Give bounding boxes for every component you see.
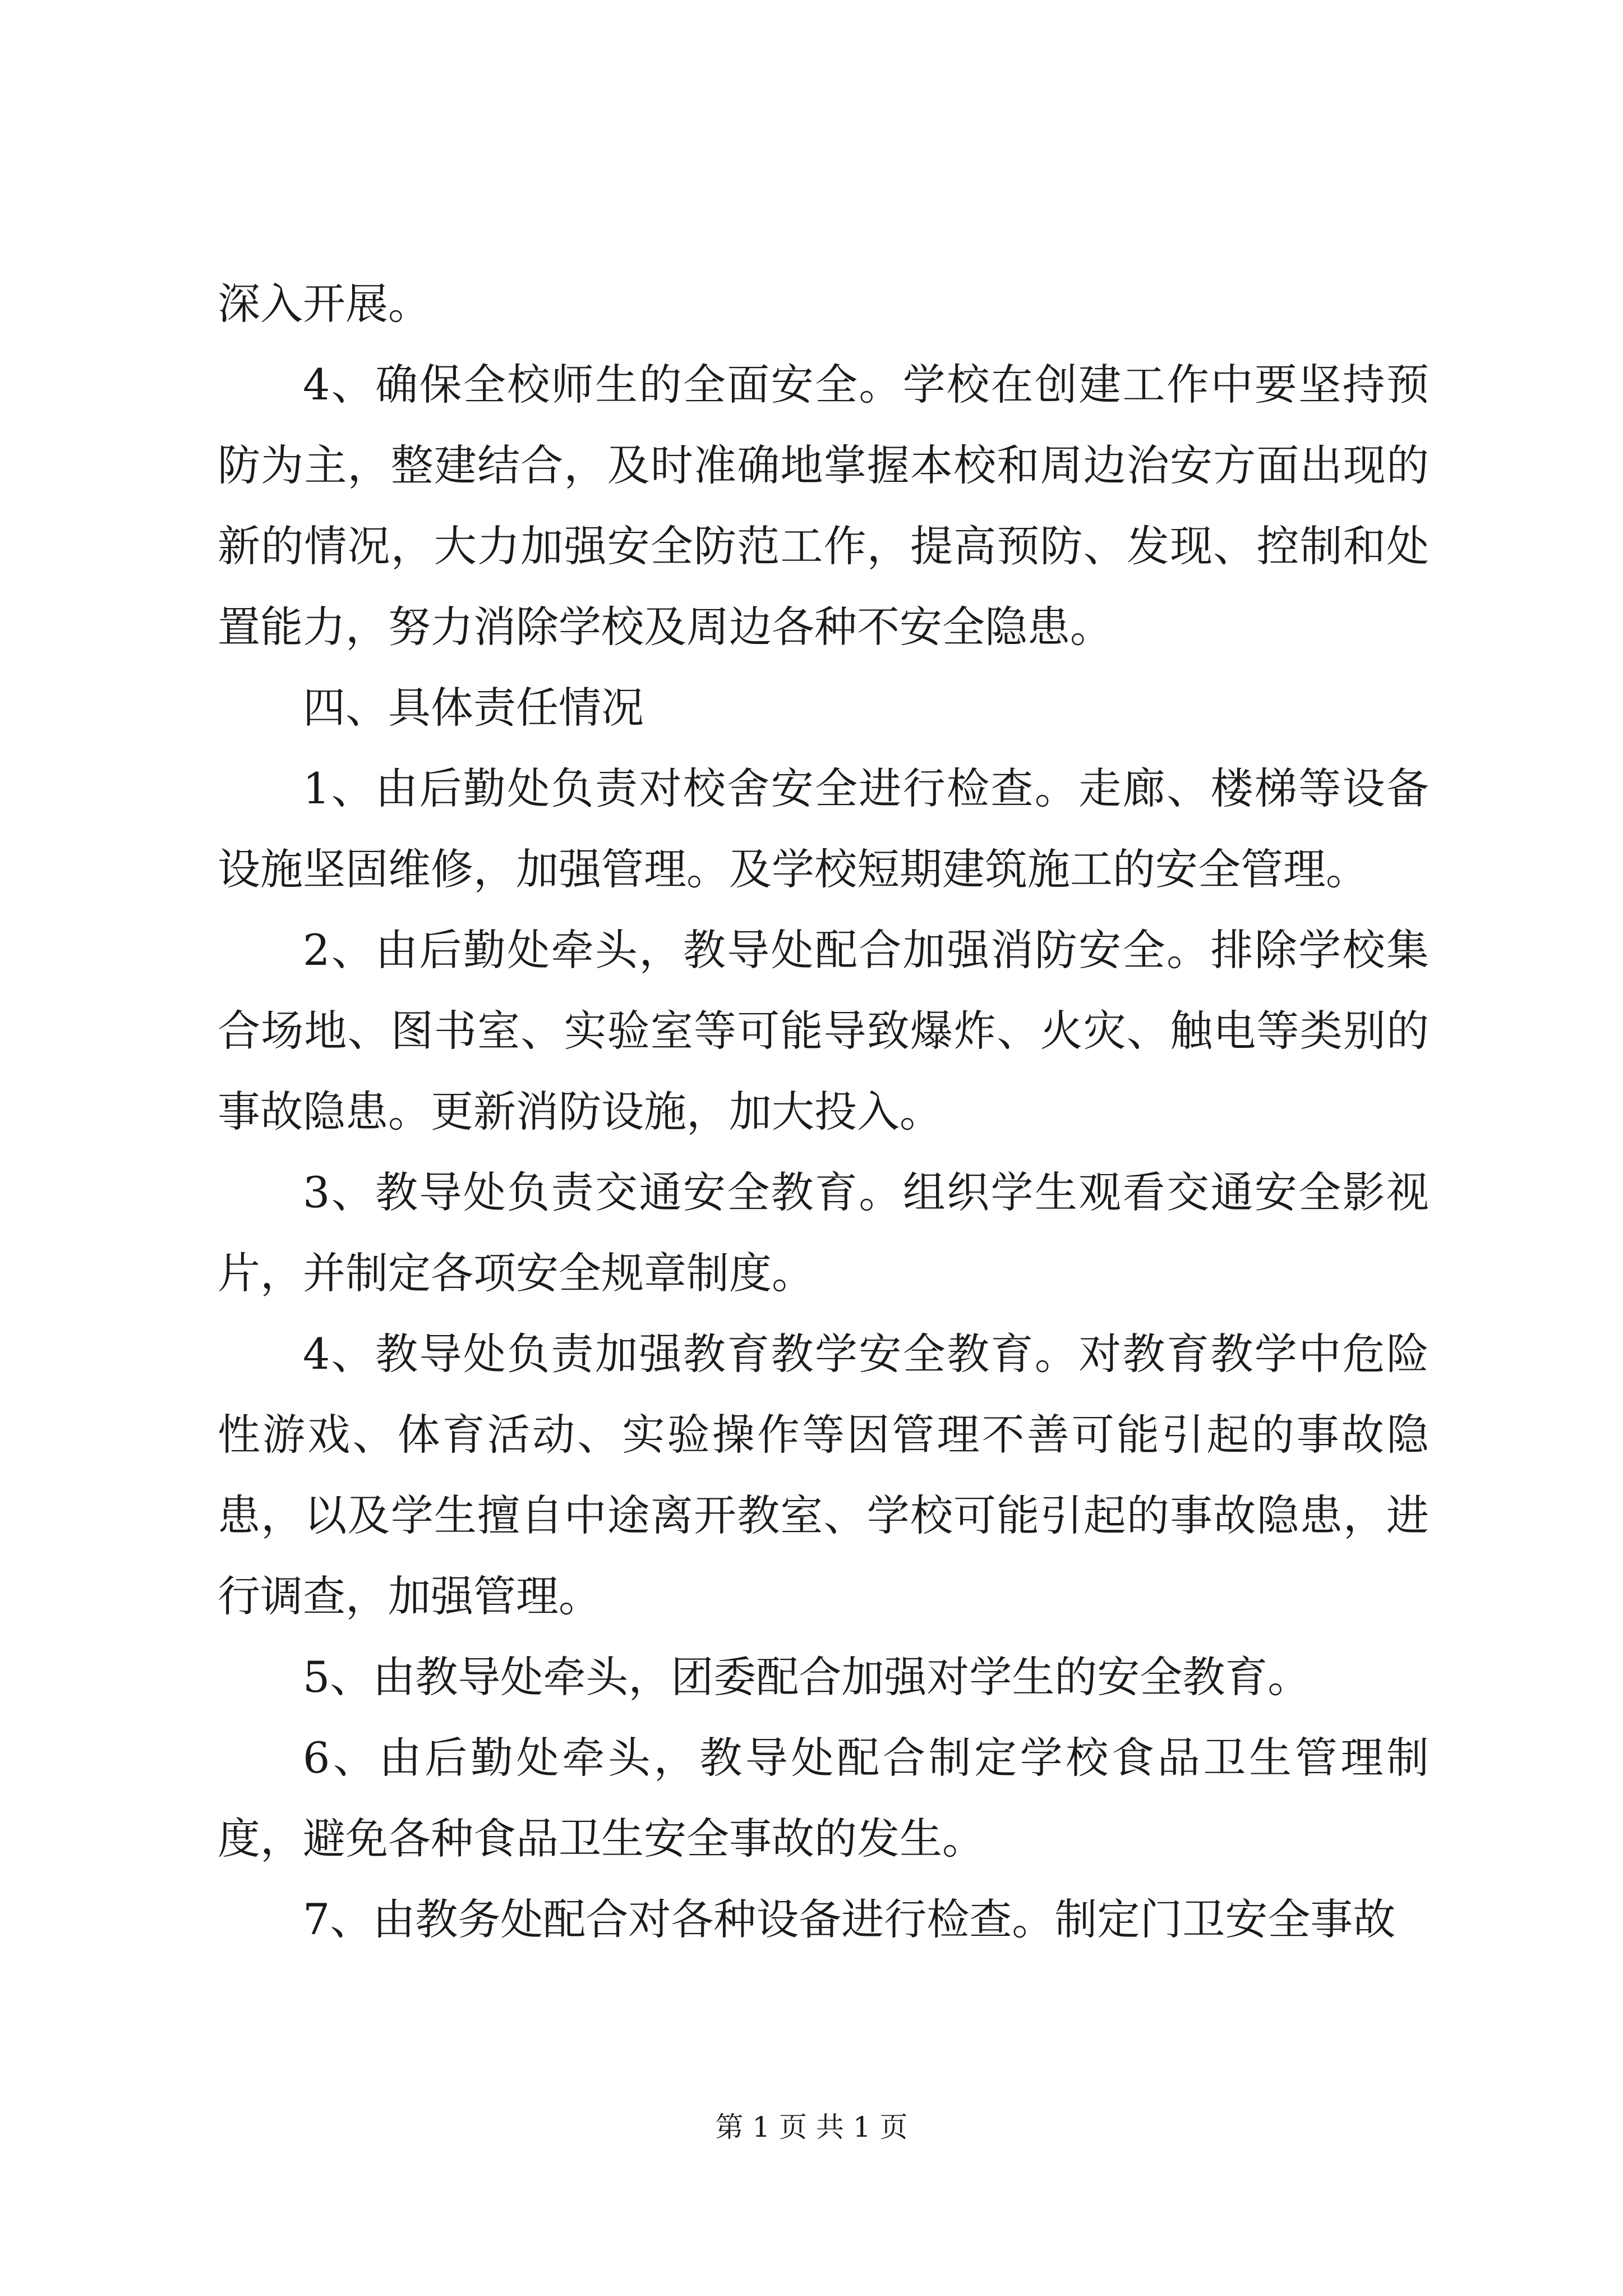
section-heading-specific-responsibilities: 四、具体责任情况 (303, 683, 644, 733)
paragraph-responsibility-4: 4、教导处负责加强教育教学安全教育。对教育教学中危险性游戏、体育活动、实验操作等因管理不善可能引起的事故隐患，以及学生擅自中途离开教室、学校可能引起的事故隐患，进行调查，加强管理。 (218, 1329, 1429, 1621)
paragraph-responsibility-1: 1、由后勤处负责对校舍安全进行检查。走廊、楼梯等设备设施坚固维修，加强管理。及学校短期建筑施工的安全管理。 (218, 763, 1429, 894)
paragraph-responsibility-3: 3、教导处负责交通安全教育。组织学生观看交通安全影视片，并制定各项安全规章制度。 (218, 1167, 1429, 1298)
paragraph-responsibility-5: 5、由教导处牵头，团委配合加强对学生的安全教育。 (303, 1652, 1311, 1702)
paragraph-item-4-safety: 4、确保全校师生的全面安全。学校在创建工作中要坚持预防为主，整建结合，及时准确地掌握本校和周边治安方面出现的新的情况，大力加强安全防范工作，提高预防、发现、控制和处置能力，努力消除学校及周边各种不安全隐患。 (218, 360, 1429, 652)
paragraph-responsibility-7: 7、由教务处配合对各种设备进行检查。制定门卫安全事故 (303, 1894, 1396, 1944)
page-footer (0, 2110, 1623, 2144)
paragraph-responsibility-2: 2、由后勤处牵头，教导处配合加强消防安全。排除学校集合场地、图书室、实验室等可能导致爆炸、火灾、触电等类别的事故隐患。更新消防设施，加大投入。 (218, 925, 1429, 1137)
paragraph-continuation: 深入开展。 (218, 279, 431, 329)
page-number-label: 第 1 页 共 1 页 (715, 2111, 908, 2143)
paragraph-responsibility-6: 6、由后勤处牵头，教导处配合制定学校食品卫生管理制度，避免各种食品卫生安全事故的发生。 (218, 1733, 1429, 1864)
document-body (218, 264, 1429, 1960)
